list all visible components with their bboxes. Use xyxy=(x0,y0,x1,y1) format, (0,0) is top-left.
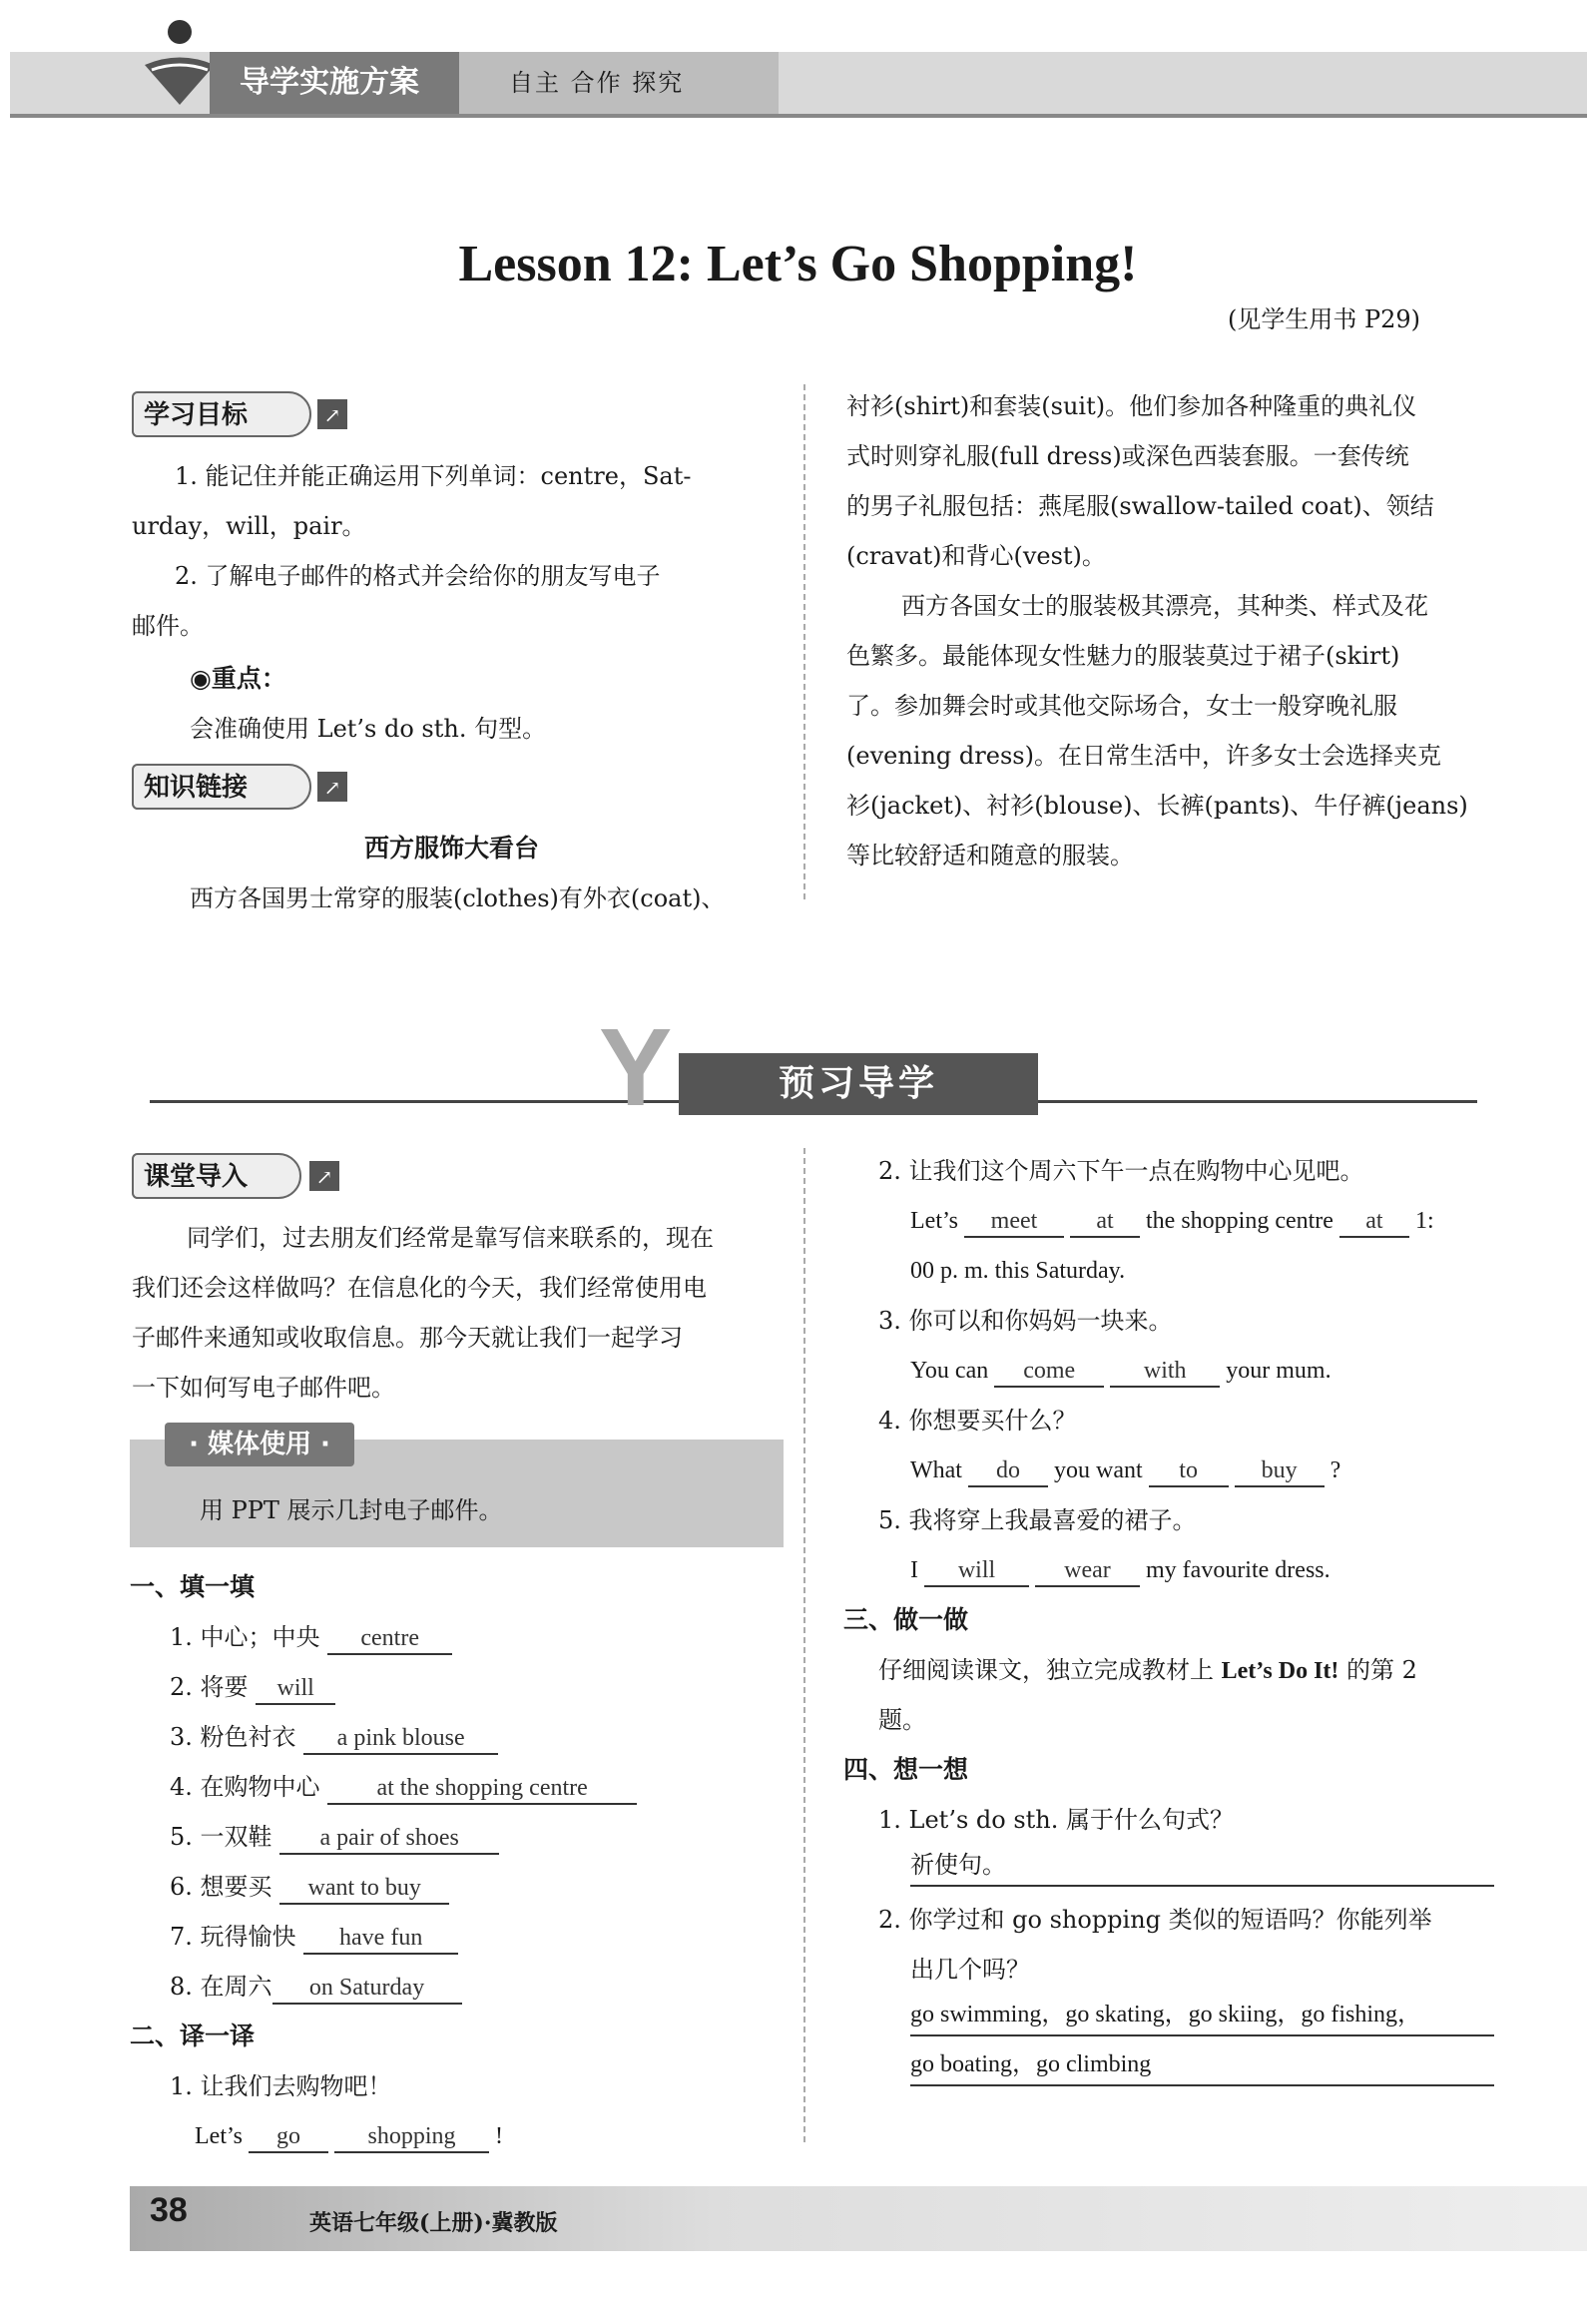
think-a2-line2: go boating，go climbing xyxy=(910,2044,1494,2086)
answer-blank: with xyxy=(1110,1356,1220,1388)
fill-item: 3. 粉色衬衣 a pink blouse xyxy=(170,1712,789,1762)
key-point-label: ◉重点： xyxy=(190,664,286,693)
do-text-2: 题。 xyxy=(878,1706,926,1734)
intro-line: 一下如何写电子邮件吧。 xyxy=(132,1374,395,1402)
think-q2b: 出几个吗？ xyxy=(910,1956,1030,1984)
answer-blank: come xyxy=(994,1356,1104,1388)
goal-1: 1. 能记住并能正确运用下列单词：centre，Sat- xyxy=(175,462,692,490)
answer-blank: will xyxy=(256,1673,335,1705)
answer-blank: wear xyxy=(1035,1555,1140,1587)
arrow-icon: ↗ xyxy=(317,399,347,429)
fill-list xyxy=(170,1612,789,2012)
fill-item: 4. 在购物中心 at the shopping centre xyxy=(170,1762,789,1812)
intro-line: 我们还会这样做吗？在信息化的今天，我们经常使用电 xyxy=(132,1274,707,1302)
translate-q2: 2. 让我们这个周六下午一点在购物中心见吧。 xyxy=(878,1157,1364,1185)
translate-a4: What do you want to buy ? xyxy=(910,1446,1340,1495)
fill-item: 1. 中心；中央 centre xyxy=(170,1612,789,1662)
answer-blank: have fun xyxy=(303,1923,458,1955)
answer-blank: at the shopping centre xyxy=(327,1773,637,1805)
fill-heading: 一、填一填 xyxy=(130,1572,256,1601)
answer-blank: will xyxy=(924,1555,1029,1587)
article-line: 等比较舒适和随意的服装。 xyxy=(846,842,1134,869)
article-line: (evening dress)。在日常生活中，许多女士会选择夹克 xyxy=(846,742,1441,770)
section-banner: 预习导学 xyxy=(679,1053,1038,1115)
header-tab: 导学实施方案 xyxy=(210,52,459,114)
fill-item: 8. 在周六 on Saturday xyxy=(170,1962,789,2012)
translate-q3: 3. 你可以和你妈妈一块来。 xyxy=(878,1307,1173,1335)
answer-blank: shopping xyxy=(334,2121,489,2153)
fill-item: 7. 玩得愉快 have fun xyxy=(170,1912,789,1962)
translate-a2-line2: 00 p. m. this Saturday. xyxy=(910,1258,1126,1284)
translate-a1: Let’s go shopping ! xyxy=(195,2111,503,2161)
think-q2: 2. 你学过和 go shopping 类似的短语吗？你能列举 xyxy=(878,1906,1432,1934)
translate-q4: 4. 你想要买什么？ xyxy=(878,1407,1077,1435)
section-label-knowledge: 知识链接 xyxy=(132,764,311,810)
article-line: 色繁多。最能体现女性魅力的服装莫过于裙子(skirt) xyxy=(846,642,1400,670)
translate-heading: 二、译一译 xyxy=(130,2022,256,2050)
fill-item: 6. 想要买 want to buy xyxy=(170,1862,789,1912)
intro-text xyxy=(132,1213,791,1413)
answer-blank: at xyxy=(1070,1206,1140,1238)
goal-2: 2. 了解电子邮件的格式并会给你的朋友写电子 xyxy=(175,562,661,590)
article-line: 式时则穿礼服(full dress)或深色西装套服。一套传统 xyxy=(846,442,1409,470)
article-right xyxy=(846,381,1545,880)
goal-2b: 邮件。 xyxy=(132,612,204,640)
article-line: 衬衫(shirt)和套装(suit)。他们参加各种隆重的典礼仪 xyxy=(846,392,1417,420)
translate-q1: 1. 让我们去购物吧！ xyxy=(170,2072,392,2100)
fill-item: 5. 一双鞋 a pair of shoes xyxy=(170,1812,789,1862)
article-line: 的男子礼服包括：燕尾服(swallow-tailed coat)、领结 xyxy=(846,492,1434,520)
fill-item: 2. 将要 will xyxy=(170,1662,789,1712)
answer-blank: go xyxy=(249,2121,328,2153)
intro-line: 子邮件来通知或收取信息。那今天就让我们一起学习 xyxy=(132,1324,683,1352)
article-line: 衫(jacket)、衬衫(blouse)、长裤(pants)、牛仔裤(jeans) xyxy=(846,792,1468,820)
article-line: 了。参加舞会时或其他交际场合，女士一般穿晚礼服 xyxy=(846,692,1397,720)
translate-q5: 5. 我将穿上我最喜爱的裙子。 xyxy=(878,1506,1197,1534)
do-heading: 三、做一做 xyxy=(843,1605,969,1634)
article-line: (cravat)和背心(vest)。 xyxy=(846,542,1106,570)
translate-a3: You can come with your mum. xyxy=(910,1346,1331,1396)
section-label-goals: 学习目标 xyxy=(132,391,311,437)
answer-blank: at xyxy=(1339,1206,1409,1238)
answer-blank: a pink blouse xyxy=(303,1723,498,1755)
goal-1b: urday，will，pair。 xyxy=(132,512,366,540)
column-divider xyxy=(803,1148,805,2146)
media-tag: · 媒体使用 · xyxy=(165,1423,354,1466)
think-a1: 祈使句。 xyxy=(910,1845,1494,1887)
think-a2-line1: go swimming，go skating，go skiing，go fishing， xyxy=(910,1995,1494,2036)
article-line: 西方各国男士常穿的服装(clothes)有外衣(coat)、 xyxy=(190,884,726,912)
answer-blank: to xyxy=(1149,1455,1229,1487)
article-line: 西方各国女士的服装极其漂亮，其种类、样式及花 xyxy=(901,592,1428,620)
answer-blank: buy xyxy=(1235,1455,1325,1487)
page-number: 38 xyxy=(150,2191,188,2229)
translate-a2: Let’s meet at the shopping centre at 1: xyxy=(910,1196,1434,1246)
article-title: 西方服饰大看台 xyxy=(364,834,540,863)
answer-blank: meet xyxy=(964,1206,1064,1238)
book-logo-icon xyxy=(140,10,220,110)
section-label-intro: 课堂导入 xyxy=(132,1153,301,1199)
answer-blank: centre xyxy=(327,1623,452,1655)
arrow-icon: ↗ xyxy=(309,1161,339,1191)
media-text: 用 PPT 展示几封电子邮件。 xyxy=(200,1496,503,1524)
banner-letter-icon: Y xyxy=(599,1006,673,1129)
header-subtitle: 自主 合作 探究 xyxy=(459,52,779,114)
translate-a5: I will wear my favourite dress. xyxy=(910,1545,1330,1595)
answer-blank: a pair of shoes xyxy=(279,1823,499,1855)
column-divider xyxy=(803,384,805,903)
lesson-title: Lesson 12: Let’s Go Shopping! xyxy=(458,236,1138,292)
think-heading: 四、想一想 xyxy=(843,1755,969,1784)
key-point-text: 会准确使用 Let’s do sth. 句型。 xyxy=(190,715,547,743)
reference-note: (见学生用书 P29) xyxy=(1228,305,1421,333)
arrow-icon: ↗ xyxy=(317,772,347,802)
intro-line: 同学们，过去朋友们经常是靠写信来联系的，现在 xyxy=(187,1224,714,1252)
answer-blank: want to buy xyxy=(279,1873,449,1905)
answer-blank: on Saturday xyxy=(272,1973,462,2005)
think-q1: 1. Let’s do sth. 属于什么句式？ xyxy=(878,1806,1235,1834)
answer-blank: do xyxy=(968,1455,1048,1487)
footer-text: 英语七年级(上册)·冀教版 xyxy=(309,2210,558,2236)
do-text: 仔细阅读课文，独立完成教材上 Let’s Do It! 的第 2 xyxy=(878,1656,1417,1684)
